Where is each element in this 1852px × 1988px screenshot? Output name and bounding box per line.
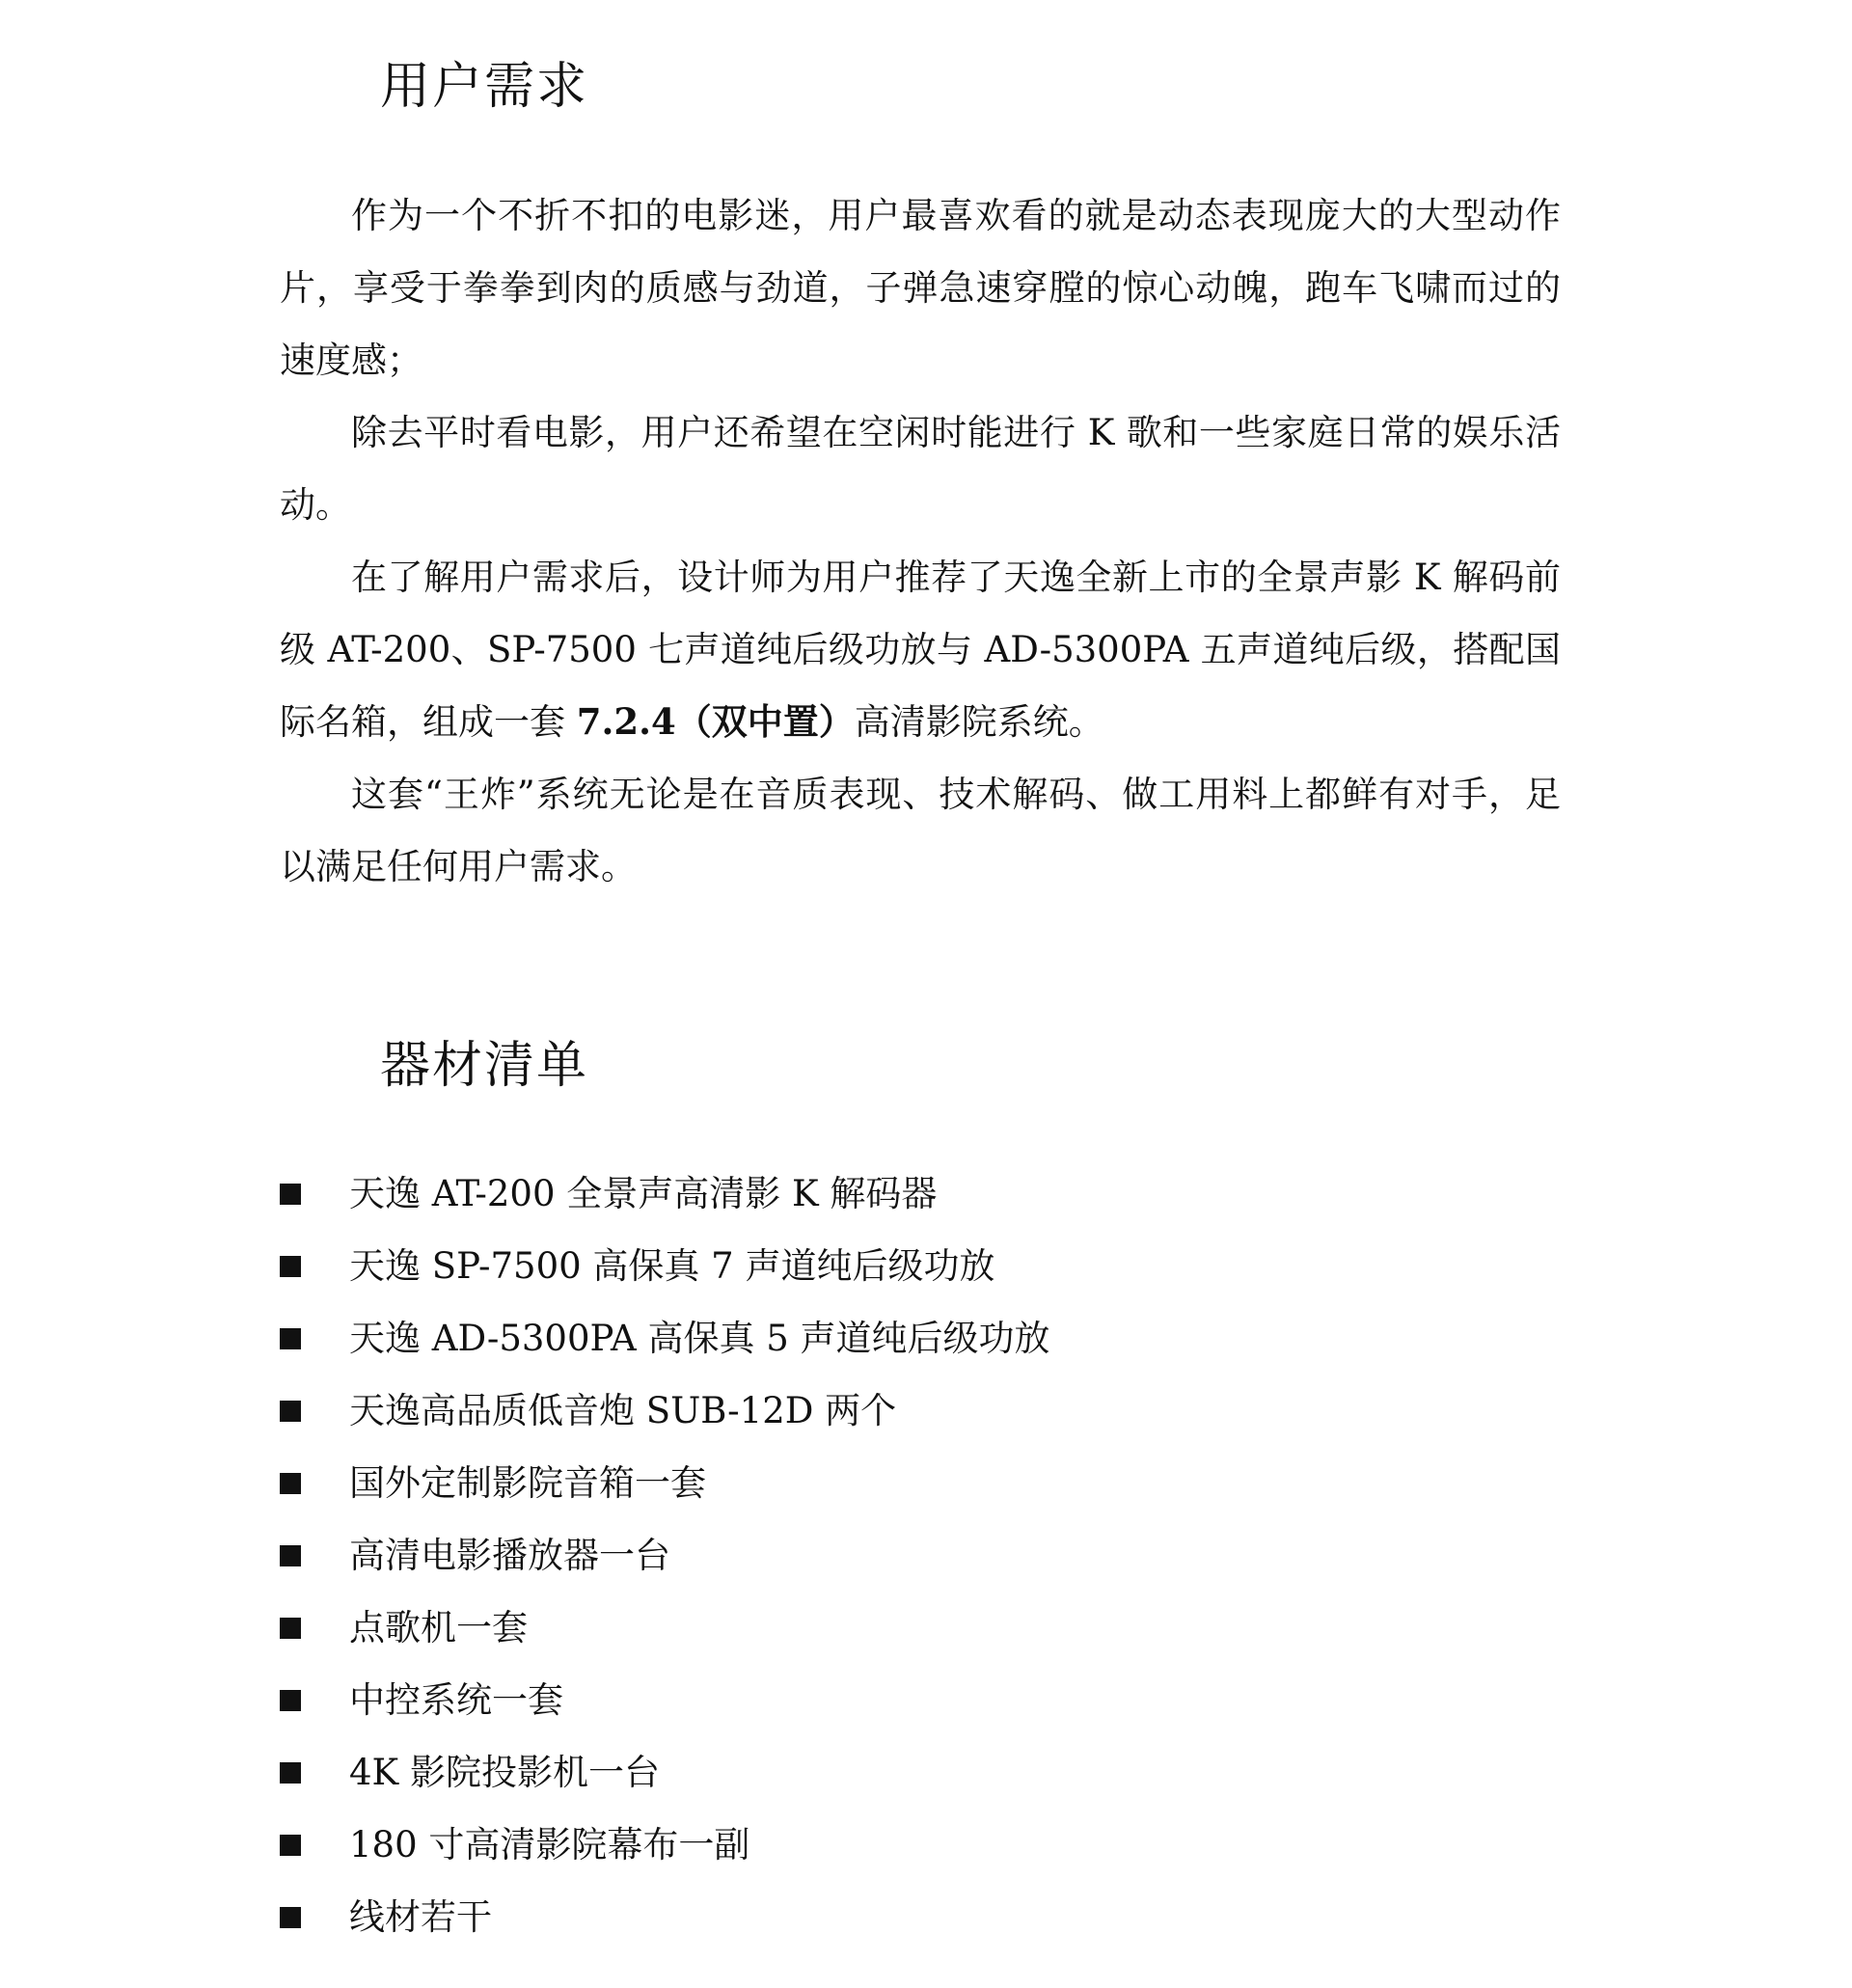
square-bullet-icon bbox=[280, 1762, 301, 1784]
section-title-user-needs: 用户需求 bbox=[380, 58, 589, 116]
list-item-label: 国外定制影院音箱一套 bbox=[349, 1462, 706, 1504]
square-bullet-icon bbox=[280, 1835, 301, 1856]
square-bullet-icon bbox=[280, 1184, 301, 1205]
list-item-label: 天逸 SP-7500 高保真 7 声道纯后级功放 bbox=[349, 1245, 995, 1287]
list-item-label: 天逸 AT-200 全景声高清影 K 解码器 bbox=[349, 1173, 938, 1214]
list-item bbox=[280, 1592, 1050, 1664]
list-item-label: 天逸 AD-5300PA 高保真 5 声道纯后级功放 bbox=[349, 1318, 1050, 1359]
list-item-label: 高清电影播放器一台 bbox=[349, 1535, 670, 1576]
list-item bbox=[280, 1881, 1050, 1953]
list-item-label: 中控系统一套 bbox=[349, 1679, 563, 1721]
square-bullet-icon bbox=[280, 1256, 301, 1277]
list-item bbox=[280, 1809, 1050, 1881]
list-item bbox=[280, 1157, 1050, 1230]
list-item-label: 天逸高品质低音炮 SUB-12D 两个 bbox=[349, 1390, 897, 1431]
user-needs-body bbox=[280, 179, 1561, 903]
square-bullet-icon bbox=[280, 1473, 301, 1494]
section-title-equipment-list: 器材清单 bbox=[380, 1037, 589, 1095]
list-item bbox=[280, 1447, 1050, 1519]
paragraph-text: 高清影院系统。 bbox=[854, 701, 1104, 743]
paragraph: 除去平时看电影，用户还希望在空闲时能进行 K 歌和一些家庭日常的娱乐活动。 bbox=[280, 412, 1561, 526]
square-bullet-icon bbox=[280, 1690, 301, 1711]
paragraph: 作为一个不折不扣的电影迷，用户最喜欢看的就是动态表现庞大的大型动作片，享受于拳拳到肉的质感与劲道，子弹急速穿膛的惊心动魄，跑车飞啸而过的速度感； bbox=[280, 195, 1561, 381]
list-item-label: 点歌机一套 bbox=[349, 1607, 528, 1648]
list-item-label: 4K 影院投影机一台 bbox=[349, 1752, 660, 1793]
list-item-label: 线材若干 bbox=[349, 1896, 492, 1938]
list-item bbox=[280, 1736, 1050, 1809]
square-bullet-icon bbox=[280, 1907, 301, 1928]
equipment-list bbox=[280, 1157, 1050, 1953]
paragraph: 这套“王炸”系统无论是在音质表现、技术解码、做工用料上都鲜有对手，足以满足任何用户需求。 bbox=[280, 774, 1561, 887]
list-item bbox=[280, 1302, 1050, 1375]
list-item bbox=[280, 1375, 1050, 1447]
list-item bbox=[280, 1519, 1050, 1592]
paragraph bbox=[280, 541, 1561, 758]
square-bullet-icon bbox=[280, 1401, 301, 1422]
list-item-label: 180 寸高清影院幕布一副 bbox=[349, 1824, 750, 1865]
square-bullet-icon bbox=[280, 1545, 301, 1566]
system-config-highlight: 7.2.4（双中置） bbox=[576, 700, 855, 743]
paragraph-text: 在了解用户需求后，设计师为用户推荐了天逸全新上市的全景声影 K 解码前级 AT-200、SP-7500 七声道纯后级功放与 AD-5300PA 五声道纯后级，搭配国际名箱，组成一套 bbox=[280, 557, 1561, 743]
list-item bbox=[280, 1664, 1050, 1736]
square-bullet-icon bbox=[280, 1328, 301, 1349]
list-item bbox=[280, 1230, 1050, 1302]
square-bullet-icon bbox=[280, 1618, 301, 1639]
